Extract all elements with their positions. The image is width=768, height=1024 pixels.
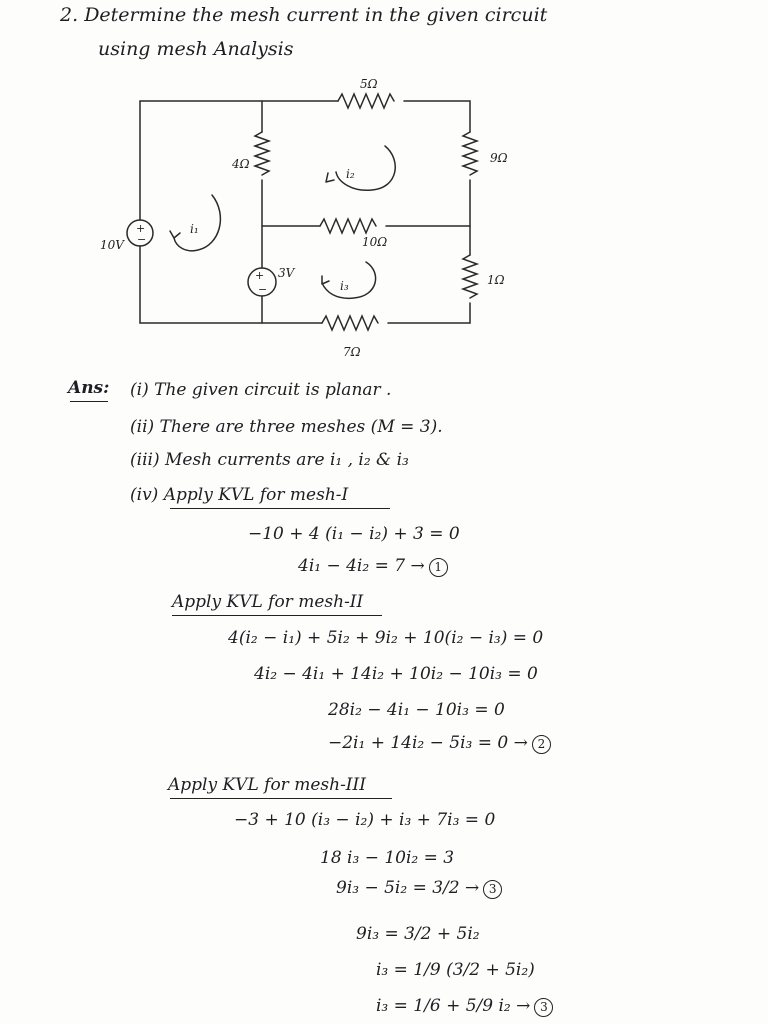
- resistor-5-symbol: [338, 94, 394, 108]
- mesh2-equation-1: 4(i₂ − i₁) + 5i₂ + 9i₂ + 10(i₂ − i₃) = 0: [228, 628, 544, 648]
- label-1-ohm: 1Ω: [487, 273, 505, 287]
- resistor-1-symbol: [463, 255, 477, 298]
- question-text-1: Determine the mesh current in the given circuit: [84, 4, 548, 26]
- label-9-ohm: 9Ω: [490, 151, 508, 165]
- label-10v: 10V: [100, 238, 124, 252]
- mesh-label-i1: i₁: [190, 222, 199, 236]
- mesh1-equation-ref: 1: [429, 558, 448, 577]
- mesh3-equation-1: −3 + 10 (i₃ − i₂) + i₃ + 7i₃ = 0: [234, 810, 496, 830]
- mesh3-equation-3-text: 9i₃ − 5i₂ = 3/2 →: [336, 878, 480, 898]
- mesh-label-i3: i₃: [340, 279, 349, 293]
- label-3v: 3V: [278, 266, 295, 280]
- answer-label-underline: [70, 401, 108, 402]
- question-line-2: using mesh Analysis: [98, 38, 294, 60]
- mesh1-equation-2-text: 4i₁ − 4i₂ = 7 →: [298, 556, 425, 576]
- step-4-underline: [170, 508, 390, 509]
- mesh2-equation-3: 28i₂ − 4i₁ − 10i₃ = 0: [328, 700, 505, 720]
- circuit-diagram: [0, 0, 768, 370]
- answer-label: Ans:: [68, 378, 110, 398]
- label-4-ohm: 4Ω: [232, 157, 250, 171]
- mesh1-equation-1: −10 + 4 (i₁ − i₂) + 3 = 0: [248, 524, 460, 544]
- mesh-label-i2: i₂: [346, 167, 355, 181]
- mesh-arrow-i1-head: [170, 231, 180, 238]
- answer-step-2: (ii) There are three meshes (M = 3).: [130, 417, 443, 437]
- label-7-ohm: 7Ω: [343, 345, 361, 359]
- mesh2-equation-4: [328, 733, 551, 754]
- answer-step-1: (i) The given circuit is planar .: [130, 380, 392, 400]
- wire-top-right: [404, 101, 470, 132]
- label-10-ohm: 10Ω: [362, 235, 388, 249]
- mesh3-equation-5: i₃ = 1/9 (3/2 + 5i₂): [376, 960, 535, 980]
- mesh3-equation-6-text: i₃ = 1/6 + 5/9 i₂ →: [376, 996, 531, 1016]
- source-10v-plus: +: [136, 222, 146, 235]
- label-5-ohm: 5Ω: [360, 77, 378, 91]
- resistor-9-symbol: [463, 132, 477, 175]
- mesh3-equation-3: [336, 878, 502, 899]
- mesh3-equation-ref: 3: [534, 998, 553, 1017]
- resistor-10-symbol: [320, 219, 376, 233]
- mesh-arrow-i3-head: [322, 276, 329, 284]
- mesh3-heading: Apply KVL for mesh-III: [168, 775, 366, 795]
- mesh-arrow-i2: [336, 146, 395, 190]
- mesh3-heading-underline: [170, 798, 392, 799]
- answer-step-3: (iii) Mesh currents are i₁ , i₂ & i₃: [130, 450, 409, 470]
- mesh-arrow-i2-head: [326, 173, 334, 182]
- mesh1-equation-2: [298, 556, 448, 577]
- mesh2-heading-underline: [172, 615, 382, 616]
- question-number: 2.: [60, 4, 79, 26]
- mesh3-equation-4: 9i₃ = 3/2 + 5i₂: [356, 924, 480, 944]
- source-3v-minus: −: [258, 283, 268, 296]
- mesh2-equation-ref: 2: [532, 735, 551, 754]
- mesh2-equation-2: 4i₂ − 4i₁ + 14i₂ + 10i₂ − 10i₃ = 0: [254, 664, 538, 684]
- mesh2-heading: Apply KVL for mesh-II: [172, 592, 364, 612]
- mesh3-equation-6: [376, 996, 553, 1017]
- resistor-4-symbol: [255, 132, 269, 175]
- mesh3-equation-3-ref: 3: [483, 880, 502, 899]
- resistor-7-symbol: [322, 316, 378, 330]
- source-3v-plus: +: [255, 269, 265, 282]
- mesh-arrow-i3: [322, 262, 376, 298]
- mesh3-equation-2: 18 i₃ − 10i₂ = 3: [320, 848, 455, 868]
- answer-step-4: (iv) Apply KVL for mesh-I: [130, 485, 349, 505]
- mesh2-equation-4-text: −2i₁ + 14i₂ − 5i₃ = 0 →: [328, 733, 528, 753]
- source-10v-minus: −: [137, 233, 147, 246]
